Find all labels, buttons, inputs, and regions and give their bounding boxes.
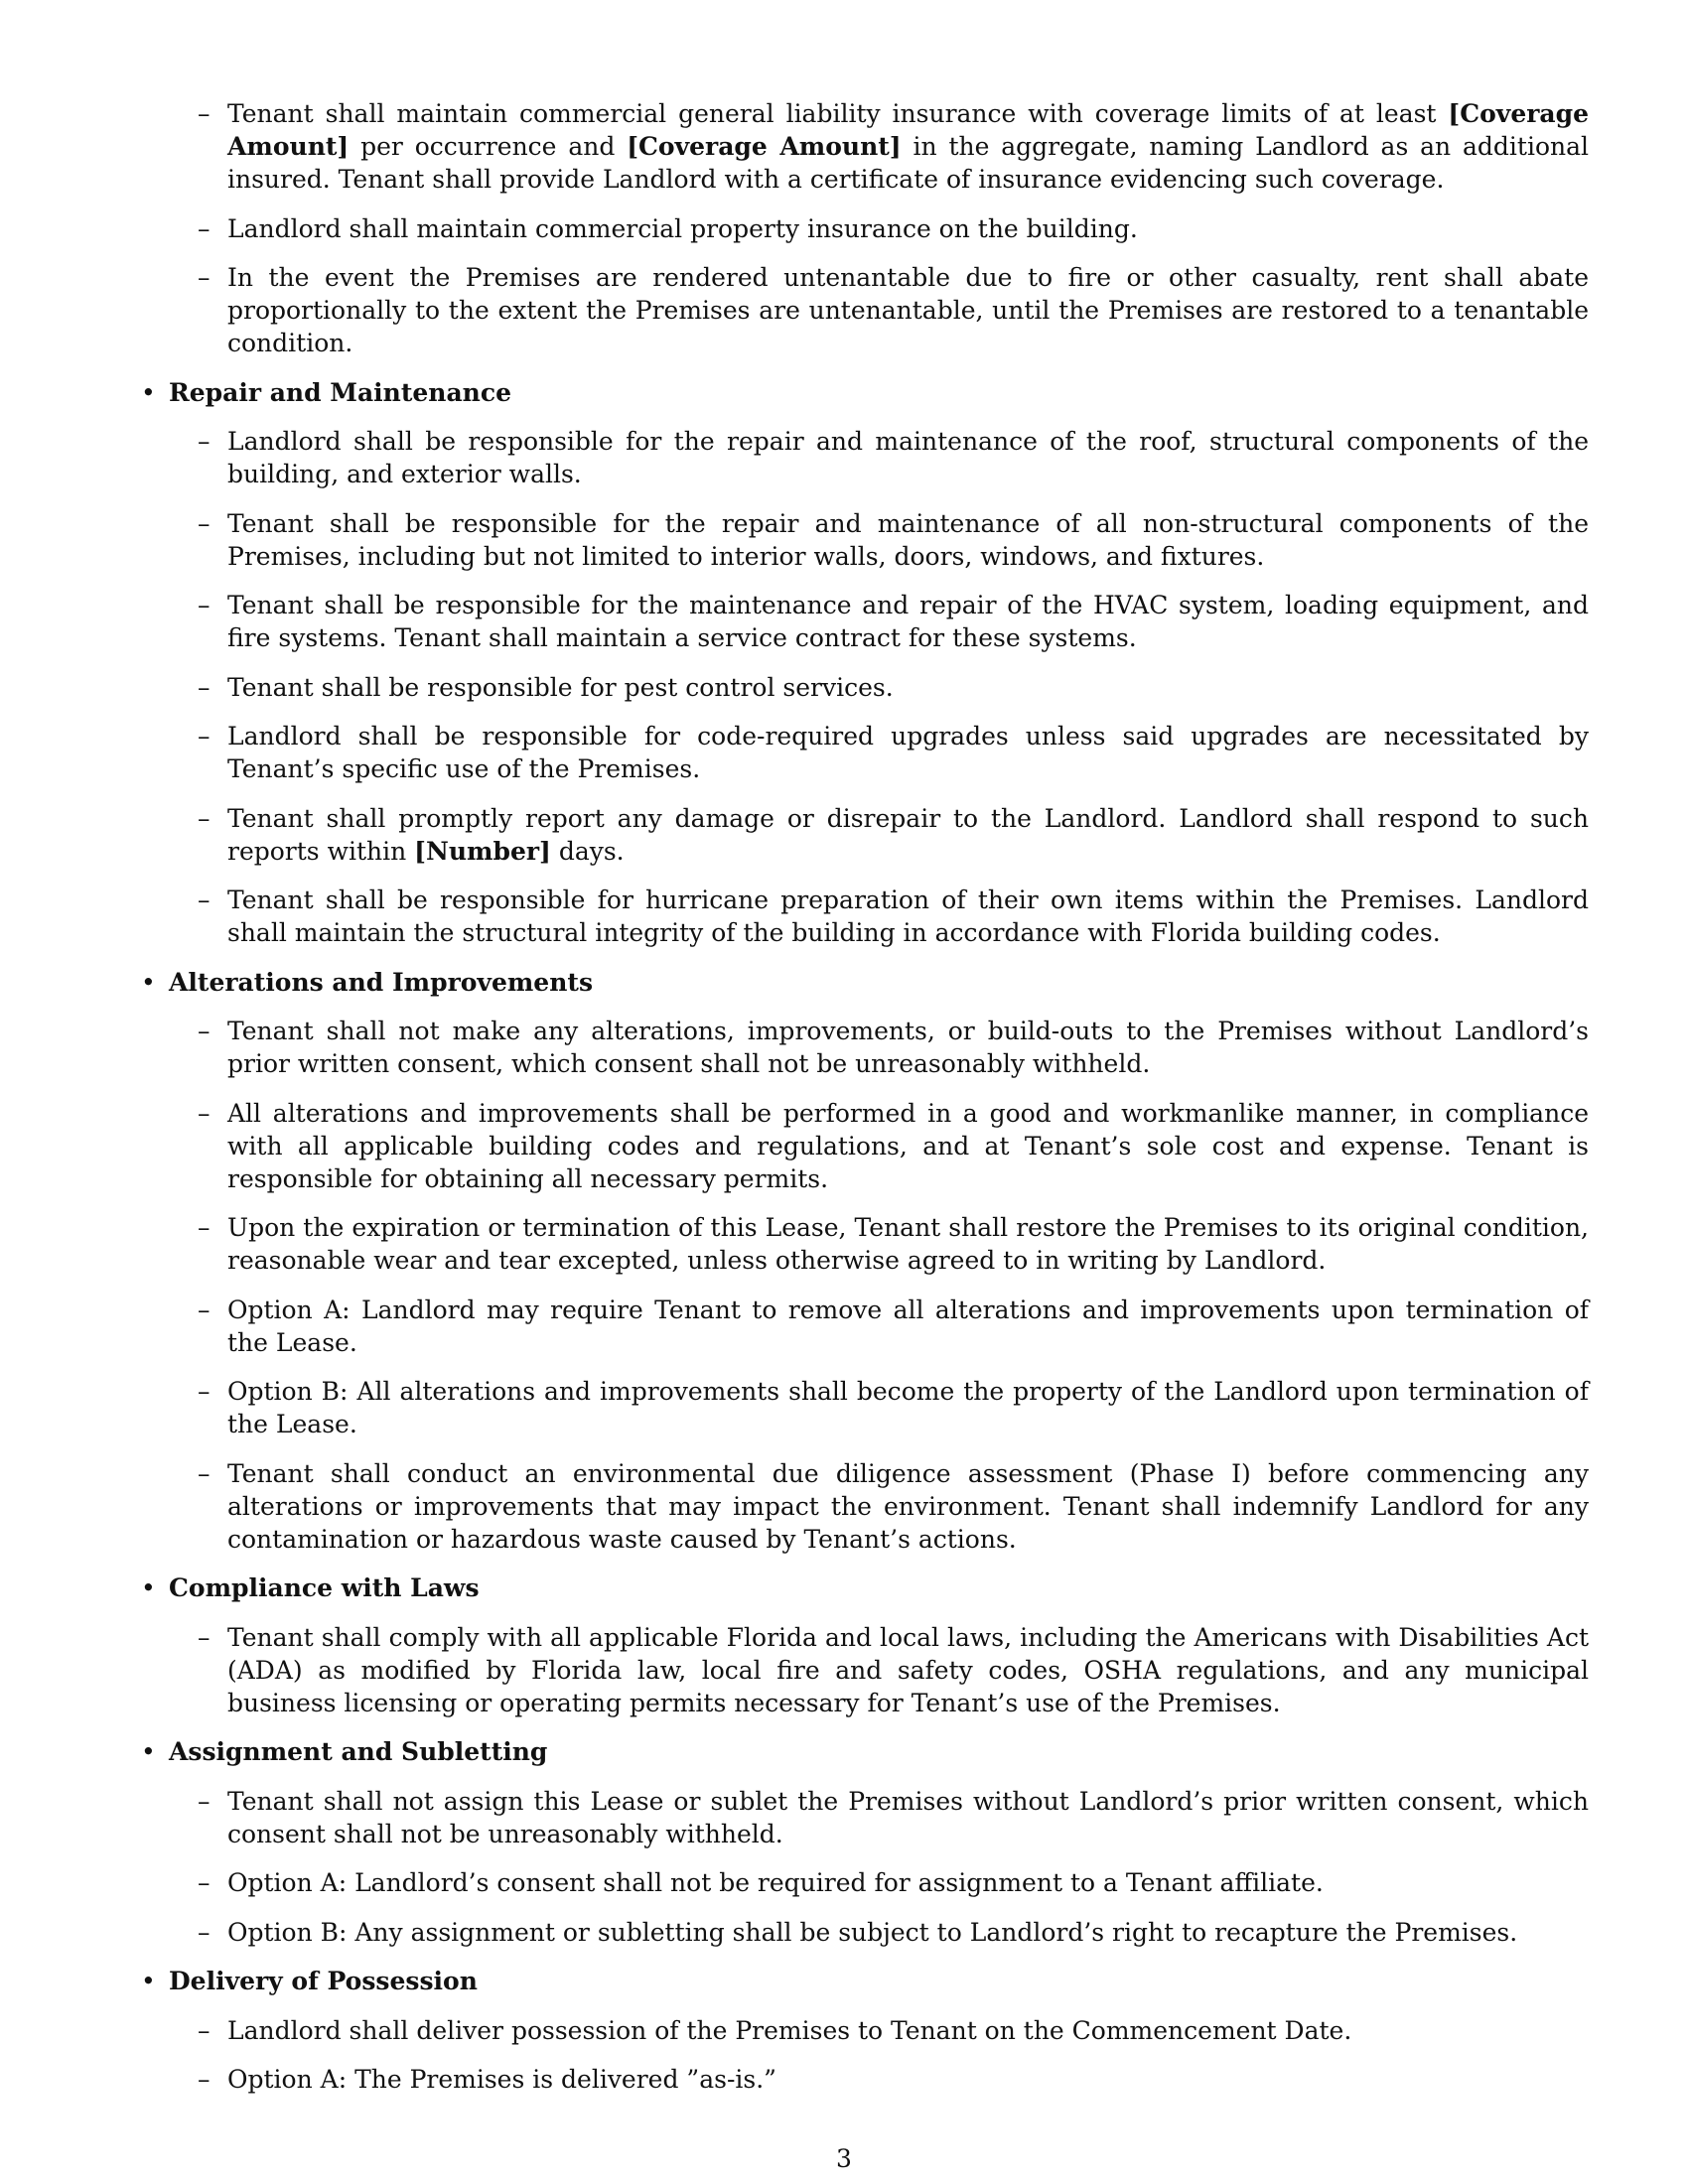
clause-text: Tenant shall maintain commercial general liability insurance with coverage limits of at least	[227, 99, 1449, 128]
bullet-marker: •	[141, 1573, 156, 1602]
clause-text: Tenant shall be responsible for the repair and maintenance of all non-structural components of the Premises, including but not limited to interior walls, doors, windows, and fixtures.	[227, 508, 1589, 571]
clause-text: Upon the expiration or termination of this Lease, Tenant shall restore the Premises to its original condition, reasonable wear and tear excepted, unless otherwise agreed to in writing by Landlord.	[227, 1213, 1589, 1275]
dash-marker: –	[198, 1295, 211, 1324]
clause-item	[198, 1916, 1589, 1949]
clause-list	[0, 425, 1589, 949]
clause-text: per occurrence and	[349, 132, 628, 161]
dash-marker: –	[198, 591, 211, 619]
clause-item	[198, 1866, 1589, 1899]
clause-item	[198, 507, 1589, 573]
clause-item	[198, 802, 1589, 868]
clause-text: Tenant shall promptly report any damage or disrepair to the Landlord. Landlord shall respond to such reports within	[227, 803, 1589, 866]
clause-text: Tenant shall conduct an environmental due diligence assessment (Phase I) before commencing any alterations or improvements that may impact the environment. Tenant shall indemnify Landlord for any contamination or hazardous waste caused by Tenant’s actions.	[227, 1458, 1589, 1554]
clause-text: Tenant shall be responsible for pest control services.	[227, 672, 894, 702]
dash-marker: –	[198, 427, 211, 456]
section-list	[0, 376, 1688, 2097]
placeholder-field: [Number]	[414, 836, 551, 866]
dash-marker: –	[198, 213, 211, 243]
clause-text: Option A: Landlord’s consent shall not be required for assignment to a Tenant affiliate.	[227, 1868, 1324, 1897]
clause-item	[198, 261, 1589, 359]
placeholder-field: [Coverage Amount]	[627, 132, 902, 161]
dash-marker: –	[198, 1622, 211, 1652]
placeholder-field: [Coverage Amount]	[227, 99, 1589, 161]
clause-item	[198, 1621, 1589, 1719]
clause-item	[198, 1294, 1589, 1359]
clause-text: Tenant shall not assign this Lease or sublet the Premises without Landlord’s prior written consent, which consent shall not be unreasonably withheld.	[227, 1786, 1589, 1848]
dash-marker: –	[198, 672, 211, 702]
dash-marker: –	[198, 99, 211, 128]
dash-marker: –	[198, 1213, 211, 1242]
clause-item	[198, 1785, 1589, 1850]
section-heading: Alterations and Improvements	[169, 967, 594, 997]
section	[141, 1571, 1589, 1719]
dash-marker: –	[198, 886, 211, 914]
section-heading: Assignment and Subletting	[169, 1737, 548, 1766]
clause-text: Option B: Any assignment or subletting shall be subject to Landlord’s right to recapture the Premises.	[227, 1917, 1518, 1947]
clause-item	[198, 2063, 1589, 2096]
dash-marker: –	[198, 508, 211, 538]
clause-text: Option B: All alterations and improvements shall become the property of the Landlord upon termination of the Lease.	[227, 1377, 1589, 1438]
clause-item	[198, 425, 1589, 490]
clause-text: Tenant shall comply with all applicable Florida and local laws, including the Americans with Disabilities Act (ADA) as modified by Florida law, local fire and safety codes, OSHA regulations, and any municipal business licensing or operating permits necessary for Tenant’s use of the Premises.	[227, 1622, 1589, 1717]
clause-item	[198, 1015, 1589, 1080]
dash-marker: –	[198, 1377, 211, 1406]
dash-marker: –	[198, 2015, 211, 2045]
dash-marker: –	[198, 1017, 211, 1045]
clause-text: Tenant shall be responsible for hurricane preparation of their own items within the Premises. Landlord shall maintain the structural integrity of the building in accordance with Florida building codes.	[227, 886, 1589, 947]
dash-marker: –	[198, 2065, 211, 2094]
clause-list	[0, 1621, 1589, 1719]
clause-text: Tenant shall be responsible for the maintenance and repair of the HVAC system, loading equipment, and fire systems. Tenant shall maintain a service contract for these systems.	[227, 591, 1589, 652]
dash-marker: –	[198, 722, 211, 751]
clause-list	[0, 1785, 1589, 1949]
section-heading: Delivery of Possession	[169, 1967, 478, 1995]
clause-text: In the event the Premises are rendered untenantable due to fire or other casualty, rent shall abate proportionally to the extent the Premises are untenantable, until the Premises are restored to a tenantable condition.	[227, 263, 1589, 357]
clause-text: days.	[550, 836, 625, 866]
dash-marker: –	[198, 1868, 211, 1897]
clause-list	[0, 1015, 1589, 1556]
clause-item	[198, 589, 1589, 654]
clause-text: Tenant shall not make any alterations, improvements, or build-outs to the Premises without Landlord’s prior written consent, which consent shall not be unreasonably withheld.	[227, 1017, 1589, 1078]
dash-marker: –	[198, 1098, 211, 1128]
bullet-marker: •	[141, 1967, 156, 1995]
dash-marker: –	[198, 803, 211, 833]
clause-item	[198, 2014, 1589, 2047]
clause-item	[198, 1457, 1589, 1556]
clause-item	[198, 97, 1590, 196]
section	[141, 1965, 1589, 2096]
page-number: 3	[836, 2144, 852, 2173]
dash-marker: –	[198, 1917, 211, 1947]
section-heading: Compliance with Laws	[169, 1573, 480, 1602]
section-heading: Repair and Maintenance	[169, 377, 511, 407]
clause-list	[0, 2014, 1589, 2097]
clause-text: Landlord shall be responsible for the repair and maintenance of the roof, structural components of the building, and exterior walls.	[227, 427, 1589, 488]
clause-item	[198, 1097, 1589, 1195]
clause-item	[198, 1375, 1589, 1440]
dash-marker: –	[198, 1786, 211, 1816]
bullet-marker: •	[141, 1737, 156, 1766]
clause-text: Landlord shall be responsible for code-required upgrades unless said upgrades are necessitated by Tenant’s specific use of the Premises.	[227, 722, 1589, 783]
clause-text: All alterations and improvements shall be performed in a good and workmanlike manner, in compliance with all applicable building codes and regulations, and at Tenant’s sole cost and expense. Tenant is responsible for obtaining all necessary permits.	[227, 1098, 1589, 1193]
bullet-marker: •	[141, 377, 156, 407]
section	[141, 966, 1589, 1556]
dash-marker: –	[198, 263, 211, 292]
bullet-marker: •	[141, 967, 156, 997]
clause-text: in the aggregate, naming Landlord as an additional insured. Tenant shall provide Landlord with a certificate of insurance evidencing such coverage.	[227, 132, 1590, 194]
document-page	[0, 97, 1688, 2113]
continued-clause-list	[0, 97, 1688, 359]
clause-item	[198, 212, 1589, 245]
clause-item	[198, 884, 1589, 949]
clause-text: Landlord shall deliver possession of the Premises to Tenant on the Commencement Date.	[227, 2015, 1352, 2045]
clause-item	[198, 1211, 1589, 1277]
section	[141, 1735, 1589, 1949]
clause-item	[198, 671, 1589, 704]
clause-text: Landlord shall maintain commercial property insurance on the building.	[227, 213, 1138, 243]
section	[141, 376, 1589, 950]
clause-text: Option A: Landlord may require Tenant to remove all alterations and improvements upon termination of the Lease.	[227, 1295, 1589, 1357]
dash-marker: –	[198, 1458, 211, 1488]
clause-text: Option A: The Premises is delivered ”as-is.”	[227, 2065, 776, 2094]
clause-item	[198, 720, 1589, 785]
